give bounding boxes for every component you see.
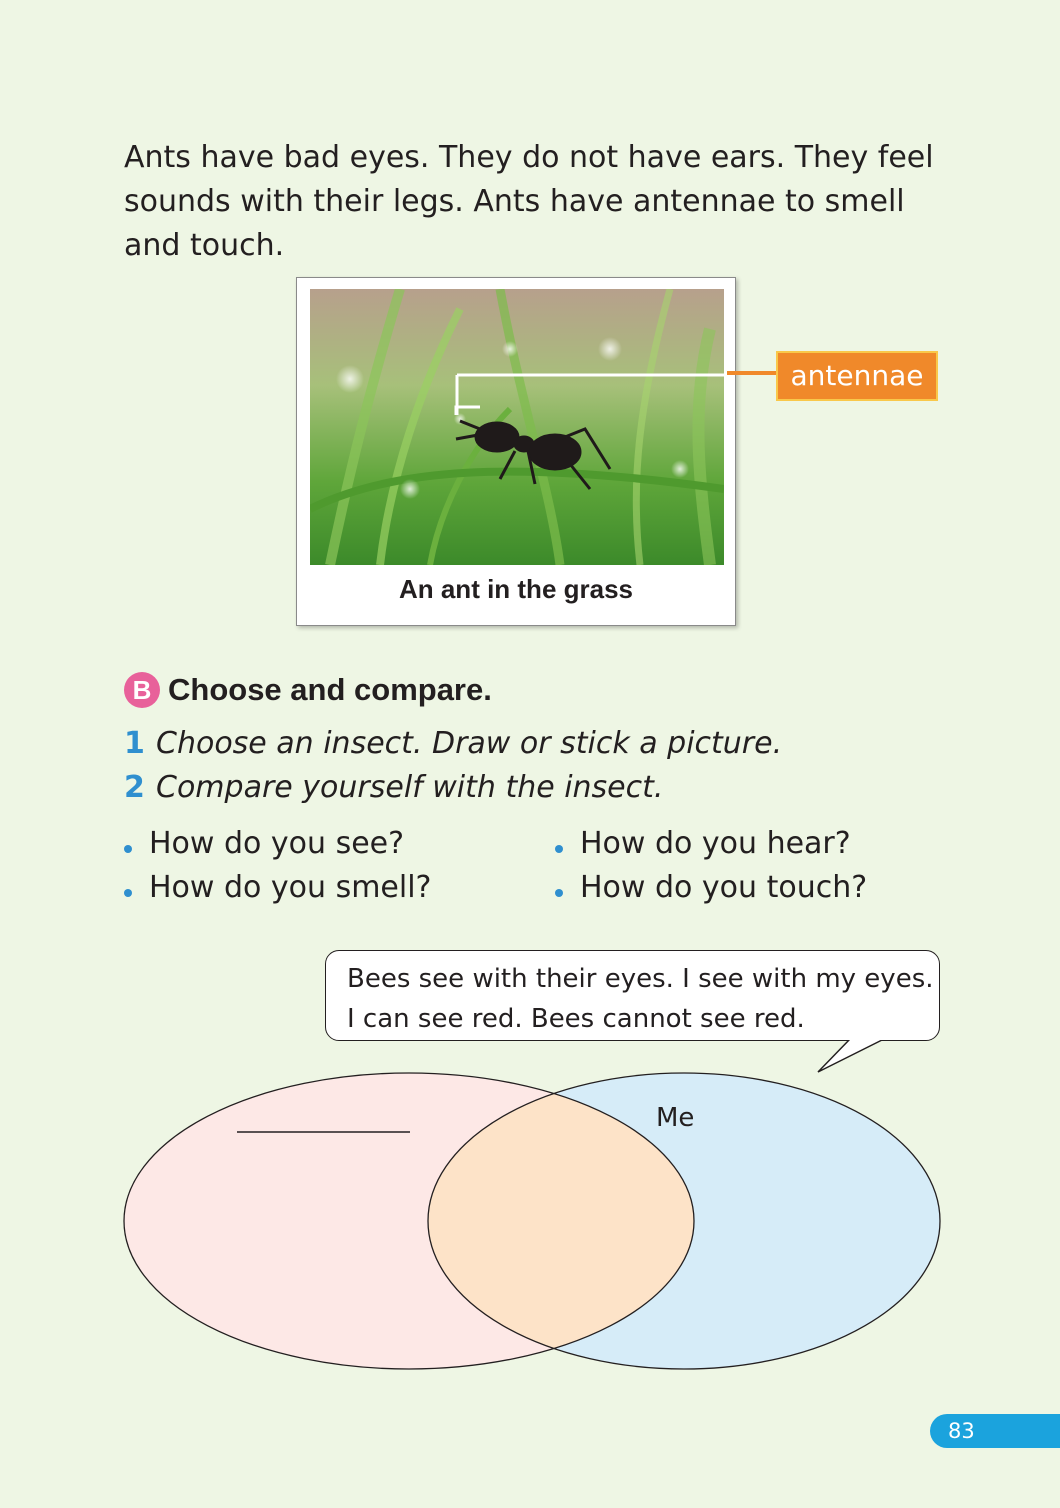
question-item (124, 822, 555, 866)
instruction-steps (124, 722, 782, 810)
question-text: How do you smell? (149, 870, 432, 905)
speech-line-1: Bees see with their eyes. I see with my eyes. (347, 964, 934, 994)
step-item (124, 766, 782, 810)
bullet-icon (555, 845, 563, 853)
page-number: 83 (930, 1414, 1060, 1448)
question-text: How do you hear? (580, 826, 851, 861)
photo-caption: An ant in the grass (398, 574, 634, 604)
ant-photo (310, 289, 724, 565)
question-text: How do you touch? (580, 870, 868, 905)
venn-diagram (118, 1068, 948, 1378)
section-heading (124, 672, 492, 708)
intro-paragraph: Ants have bad eyes. They do not have ears. They feel sounds with their legs. Ants have antennae to smell and touch. (124, 140, 934, 263)
step-number: 1 (124, 726, 145, 761)
venn-me-label: Me (656, 1103, 695, 1133)
ant-photo-card (296, 277, 736, 626)
question-list (124, 822, 954, 910)
question-item (124, 866, 555, 910)
question-text: How do you see? (149, 826, 405, 861)
section-badge: B (124, 672, 160, 708)
step-number: 2 (124, 770, 145, 805)
step-text: Choose an insect. Draw or stick a picture. (156, 726, 783, 761)
antennae-pointer-line (727, 371, 777, 375)
antennae-label: antennae (776, 351, 938, 401)
bullet-icon (124, 845, 132, 853)
step-text: Compare yourself with the insect. (156, 770, 664, 805)
question-item (555, 866, 955, 910)
speech-line-2: I can see red. Bees cannot see red. (347, 1004, 805, 1034)
question-item (555, 822, 955, 866)
step-item (124, 722, 782, 766)
bullet-icon (555, 889, 563, 897)
section-title: Choose and compare. (168, 672, 492, 707)
bullet-icon (124, 889, 132, 897)
speech-bubble (325, 950, 940, 1041)
